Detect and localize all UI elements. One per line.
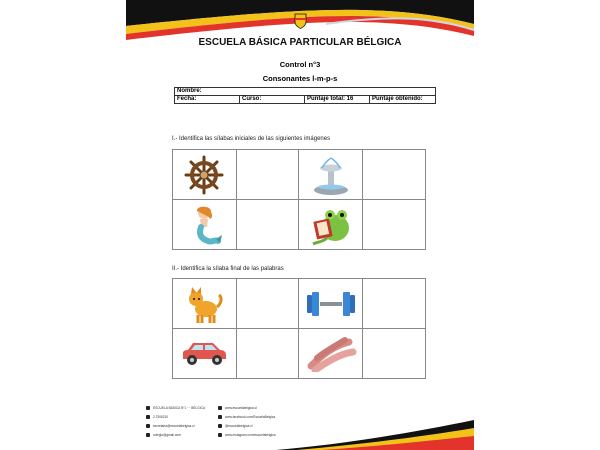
footer-flag-band [126,420,474,450]
section1-grid [172,149,426,250]
footer-left-2: 2 2306210 [146,415,168,419]
globe-icon [218,406,222,410]
subject-title: Consonantes l-m-p-s [262,74,338,83]
car-icon [179,339,229,369]
worksheet-page [126,0,474,450]
car-image-cell [173,329,237,379]
dumbbell-icon [304,289,358,319]
section2-grid [172,278,426,379]
answer-cell[interactable] [236,150,299,200]
nombre-field[interactable]: Nombre: [175,88,436,96]
answer-cell[interactable] [363,150,426,200]
footer-left-1: ESCUELA BÁSICA N°1 ··· BÉLGICA [146,406,205,410]
facebook-icon [218,415,222,419]
dumbbell-image-cell [299,279,363,329]
footer-right-2[interactable]: www.facebook.com/EscuelaBelgica [218,415,275,419]
section1-instruction: I.- Identifica las sílabas iniciales de las siguientes imágenes [172,136,331,142]
fountain-icon [311,154,351,196]
curso-field[interactable]: Curso: [240,96,305,104]
cat-image-cell [173,279,237,329]
student-info-table [174,87,436,104]
phone-icon [146,415,150,419]
sausages-icon [305,336,357,372]
answer-cell[interactable] [363,279,426,329]
ship-wheel-image-cell [173,150,237,200]
answer-cell[interactable] [236,329,299,379]
answer-cell[interactable] [363,329,426,379]
footer-left-4: colegio@gmail.com [146,433,181,437]
frog-reading-icon [309,204,353,246]
control-title: Control n°3 [279,60,321,69]
cat-icon [184,283,224,325]
sausages-image-cell [299,329,363,379]
puntaje-total: Puntaje total: 16 [305,96,370,104]
section2-instruction: II.- Identifica la sílaba final de las palabras [172,266,284,272]
footer-left-3: secretaria@escuelabelgica.cl [146,424,195,428]
footer-right-3[interactable]: @escuelabelgica.cl [218,424,253,428]
puntaje-obtenido-field[interactable]: Puntaje obtenido: [370,96,436,104]
answer-cell[interactable] [236,279,299,329]
footer-right-1[interactable]: www.escuelabelgica.cl [218,406,257,410]
school-name: ESCUELA BÁSICA PARTICULAR BÉLGICA [198,37,402,48]
school-icon [146,406,150,410]
fountain-image-cell [299,150,363,200]
footer-right-4[interactable]: www.instagram.com/escuelabelgica [218,433,276,437]
ship-wheel-icon [184,155,224,195]
mermaid-image-cell [173,200,237,250]
answer-cell[interactable] [363,200,426,250]
fecha-field[interactable]: Fecha: [175,96,240,104]
mermaid-icon [184,203,224,247]
school-crest-icon [294,13,307,29]
frog-reading-image-cell [299,200,363,250]
answer-cell[interactable] [236,200,299,250]
